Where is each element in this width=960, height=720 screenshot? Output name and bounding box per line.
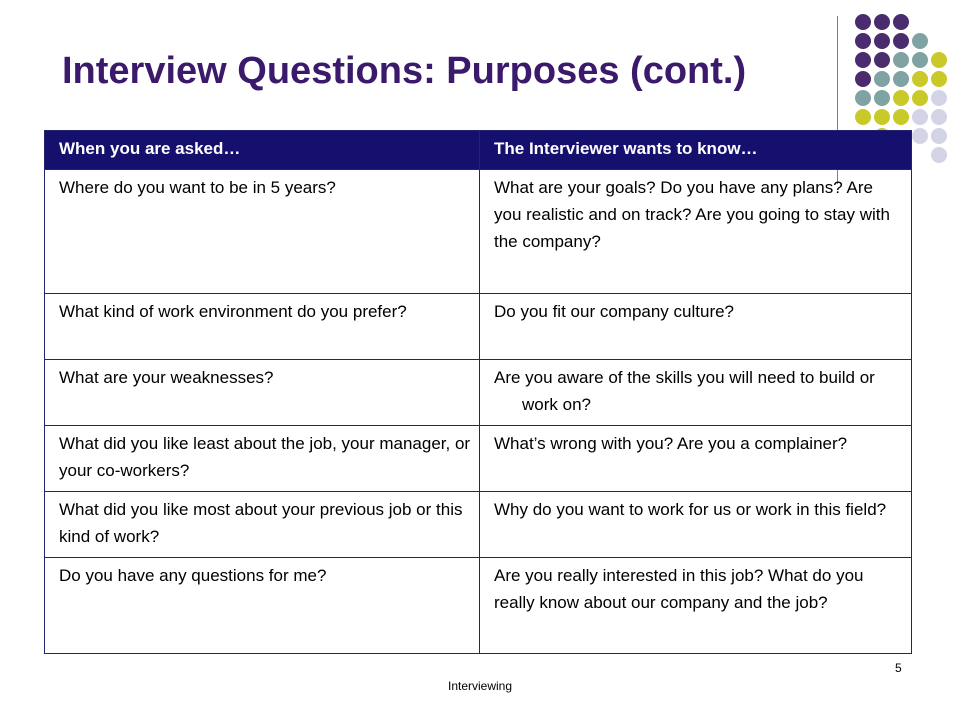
column-header: When you are asked… bbox=[45, 131, 480, 170]
decor-dot bbox=[893, 90, 909, 106]
table-row bbox=[45, 426, 912, 492]
question-cell bbox=[45, 360, 480, 426]
decor-dot bbox=[931, 128, 947, 144]
decor-dot bbox=[893, 33, 909, 49]
purpose-cell bbox=[480, 170, 912, 294]
question-text: Where do you want to be in 5 years? bbox=[59, 178, 336, 197]
purpose-text: Do you fit our company culture? bbox=[494, 302, 735, 321]
page-number: 5 bbox=[895, 661, 902, 675]
decor-dot bbox=[931, 71, 947, 87]
question-text: What did you like least about the job, your manager, or your co-workers? bbox=[59, 434, 471, 480]
purpose-text: Why do you want to work for us or work in this field? bbox=[494, 500, 887, 519]
table-row bbox=[45, 558, 912, 654]
table-row bbox=[45, 294, 912, 360]
decor-dot bbox=[912, 52, 928, 68]
decor-dot bbox=[874, 109, 890, 125]
purpose-text: What are your goals? Do you have any plans? Are you realistic and on track? Are you going to stay with the company? bbox=[494, 178, 890, 251]
decor-dot bbox=[931, 147, 947, 163]
decor-dot bbox=[931, 90, 947, 106]
table-row bbox=[45, 360, 912, 426]
decor-dot bbox=[855, 14, 871, 30]
question-cell bbox=[45, 558, 480, 654]
decor-dot bbox=[893, 14, 909, 30]
purpose-cell bbox=[480, 360, 912, 426]
decor-dot bbox=[874, 90, 890, 106]
slide-title: Interview Questions: Purposes (cont.) bbox=[62, 50, 747, 92]
decor-dot bbox=[874, 52, 890, 68]
purpose-cell bbox=[480, 426, 912, 492]
decor-dot bbox=[931, 109, 947, 125]
decor-dot bbox=[874, 33, 890, 49]
decor-dot bbox=[912, 33, 928, 49]
decor-dot bbox=[912, 90, 928, 106]
table-row bbox=[45, 492, 912, 558]
purpose-text: Are you really interested in this job? What do you really know about our company and the job? bbox=[494, 566, 864, 612]
purpose-text: What’s wrong with you? Are you a complainer? bbox=[494, 434, 848, 453]
question-cell bbox=[45, 492, 480, 558]
purpose-cell bbox=[480, 294, 912, 360]
purpose-cell bbox=[480, 558, 912, 654]
decor-dot bbox=[855, 52, 871, 68]
question-cell bbox=[45, 426, 480, 492]
decor-dot bbox=[855, 90, 871, 106]
questions-table bbox=[44, 130, 912, 654]
slide-footer: Interviewing bbox=[447, 679, 513, 693]
decor-dot bbox=[912, 128, 928, 144]
purpose-cell bbox=[480, 492, 912, 558]
decor-dot bbox=[893, 52, 909, 68]
decor-dot bbox=[874, 14, 890, 30]
question-cell bbox=[45, 294, 480, 360]
decor-dot bbox=[912, 109, 928, 125]
question-cell bbox=[45, 170, 480, 294]
question-text: What kind of work environment do you prefer? bbox=[59, 302, 407, 321]
decor-dot bbox=[893, 109, 909, 125]
purpose-text: Are you aware of the skills you will need to build or work on? bbox=[494, 368, 875, 414]
column-header: The Interviewer wants to know… bbox=[480, 131, 912, 170]
decor-dot bbox=[855, 33, 871, 49]
table-row bbox=[45, 170, 912, 294]
question-text: Do you have any questions for me? bbox=[59, 566, 327, 585]
decor-dot bbox=[931, 52, 947, 68]
question-text: What are your weaknesses? bbox=[59, 368, 274, 387]
decor-dot bbox=[874, 71, 890, 87]
decor-dot bbox=[855, 71, 871, 87]
table-header-row bbox=[45, 131, 912, 170]
decor-dot bbox=[912, 71, 928, 87]
decor-dot bbox=[893, 71, 909, 87]
question-text: What did you like most about your previous job or this kind of work? bbox=[59, 500, 463, 546]
decor-dot bbox=[855, 109, 871, 125]
